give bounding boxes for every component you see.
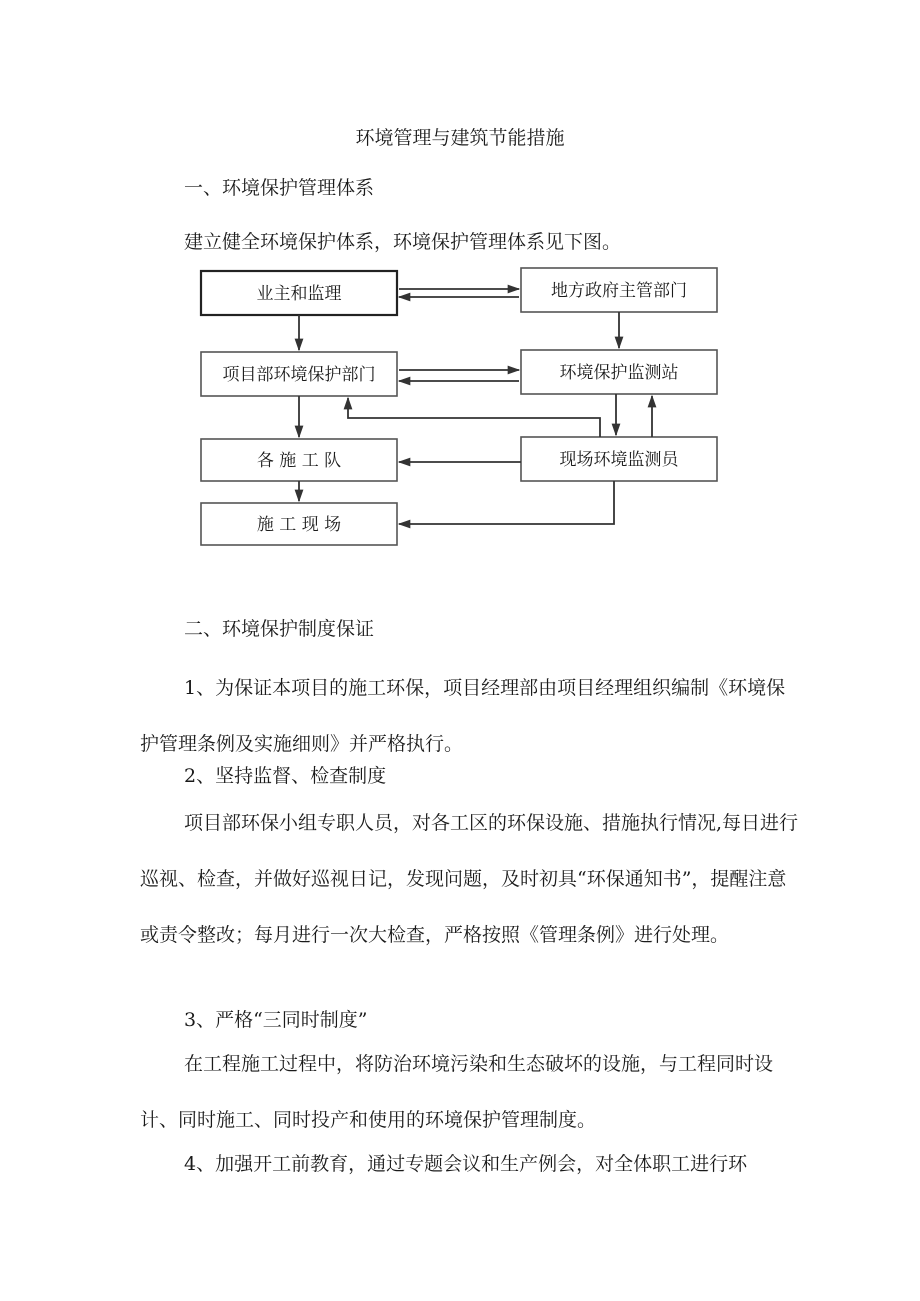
svg-text:业主和监理: 业主和监理 — [256, 284, 342, 304]
svg-text:项目部环境保护部门: 项目部环境保护部门 — [222, 365, 376, 385]
env-management-org-chart — [0, 0, 920, 560]
svg-text:地方政府主管部门: 地方政府主管部门 — [551, 281, 687, 301]
node-construction-teams — [201, 439, 397, 481]
node-env-monitoring-station — [521, 350, 717, 394]
section-1-heading: 一、环境保护管理体系 — [184, 177, 375, 199]
svg-text:各 施 工 队: 各 施 工 队 — [256, 451, 342, 471]
item-3-body: 在工程施工过程中，将防治环境污染和生态破坏的设施，与工程同时设计、同时施工、同时投产和使用的环境保护管理制度。 — [140, 1053, 774, 1131]
item-1: 1、为保证本项目的施工环保，项目经理部由项目经理组织编制《环境保护管理条例及实施细则》并严格执行。 — [140, 677, 786, 755]
item-2-body: 项目部环保小组专职人员，对各工区的环保设施、措施执行情况,每日进行巡视、检查，并做好巡视日记，发现问题，及时初具“环保通知书”，提醒注意或责令整改；每月进行一次大检查，严格按照《管理条例》进行处理。 — [140, 812, 799, 946]
item-4: 4、加强开工前教育，通过专题会议和生产例会，对全体职工进行环 — [184, 1153, 748, 1175]
svg-text:现场环境监测员: 现场环境监测员 — [559, 450, 679, 470]
svg-text:环境保护监测站: 环境保护监测站 — [559, 363, 679, 383]
item-3-heading: 3、严格“三同时制度” — [184, 1009, 368, 1031]
svg-text:施 工 现 场: 施 工 现 场 — [256, 515, 342, 535]
node-project-env-dept — [201, 352, 397, 396]
arrow-monitor-to-site — [399, 481, 614, 524]
node-site-env-monitor — [521, 437, 717, 481]
arrow-monitor-to-project-dept — [348, 398, 600, 437]
item-2-heading: 2、坚持监督、检查制度 — [184, 765, 387, 787]
section-1-intro: 建立健全环境保护体系，环境保护管理体系见下图。 — [184, 231, 622, 253]
section-2-heading: 二、环境保护制度保证 — [184, 618, 375, 640]
node-construction-site — [201, 503, 397, 545]
page-title: 环境管理与建筑节能措施 — [355, 127, 565, 149]
node-local-government — [521, 268, 717, 312]
node-owner-supervisor — [201, 271, 397, 315]
